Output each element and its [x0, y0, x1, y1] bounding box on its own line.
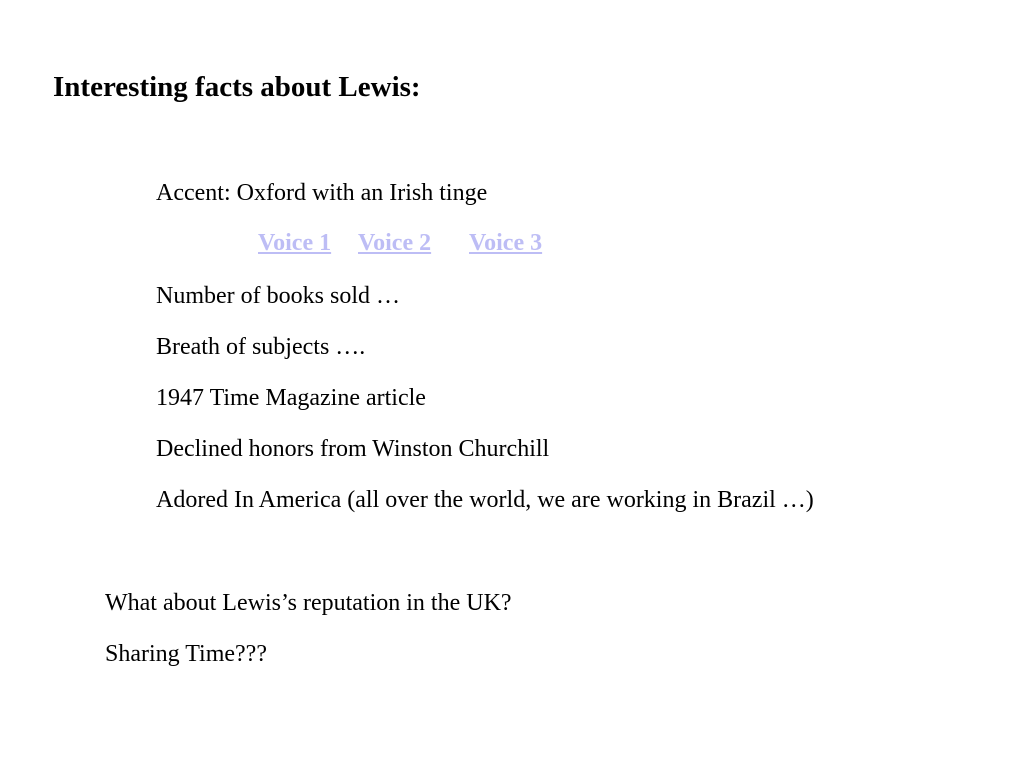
- fact-books-sold: Number of books sold …: [156, 283, 400, 309]
- voice-1-link[interactable]: Voice 1: [258, 230, 332, 256]
- fact-breadth-subjects: Breath of subjects ….: [156, 334, 366, 360]
- fact-adored-america: Adored In America (all over the world, we are working in Brazil …): [156, 487, 814, 513]
- question-uk-reputation: What about Lewis’s reputation in the UK?: [105, 590, 512, 616]
- accent-line: Accent: Oxford with an Irish tinge: [156, 180, 488, 206]
- voice-2-link[interactable]: Voice 2: [358, 230, 432, 256]
- slide-title: Interesting facts about Lewis:: [53, 71, 421, 103]
- question-sharing-time: Sharing Time???: [105, 641, 267, 667]
- fact-time-magazine: 1947 Time Magazine article: [156, 385, 426, 411]
- voice-3-link[interactable]: Voice 3: [469, 230, 543, 256]
- fact-declined-honors: Declined honors from Winston Churchill: [156, 436, 550, 462]
